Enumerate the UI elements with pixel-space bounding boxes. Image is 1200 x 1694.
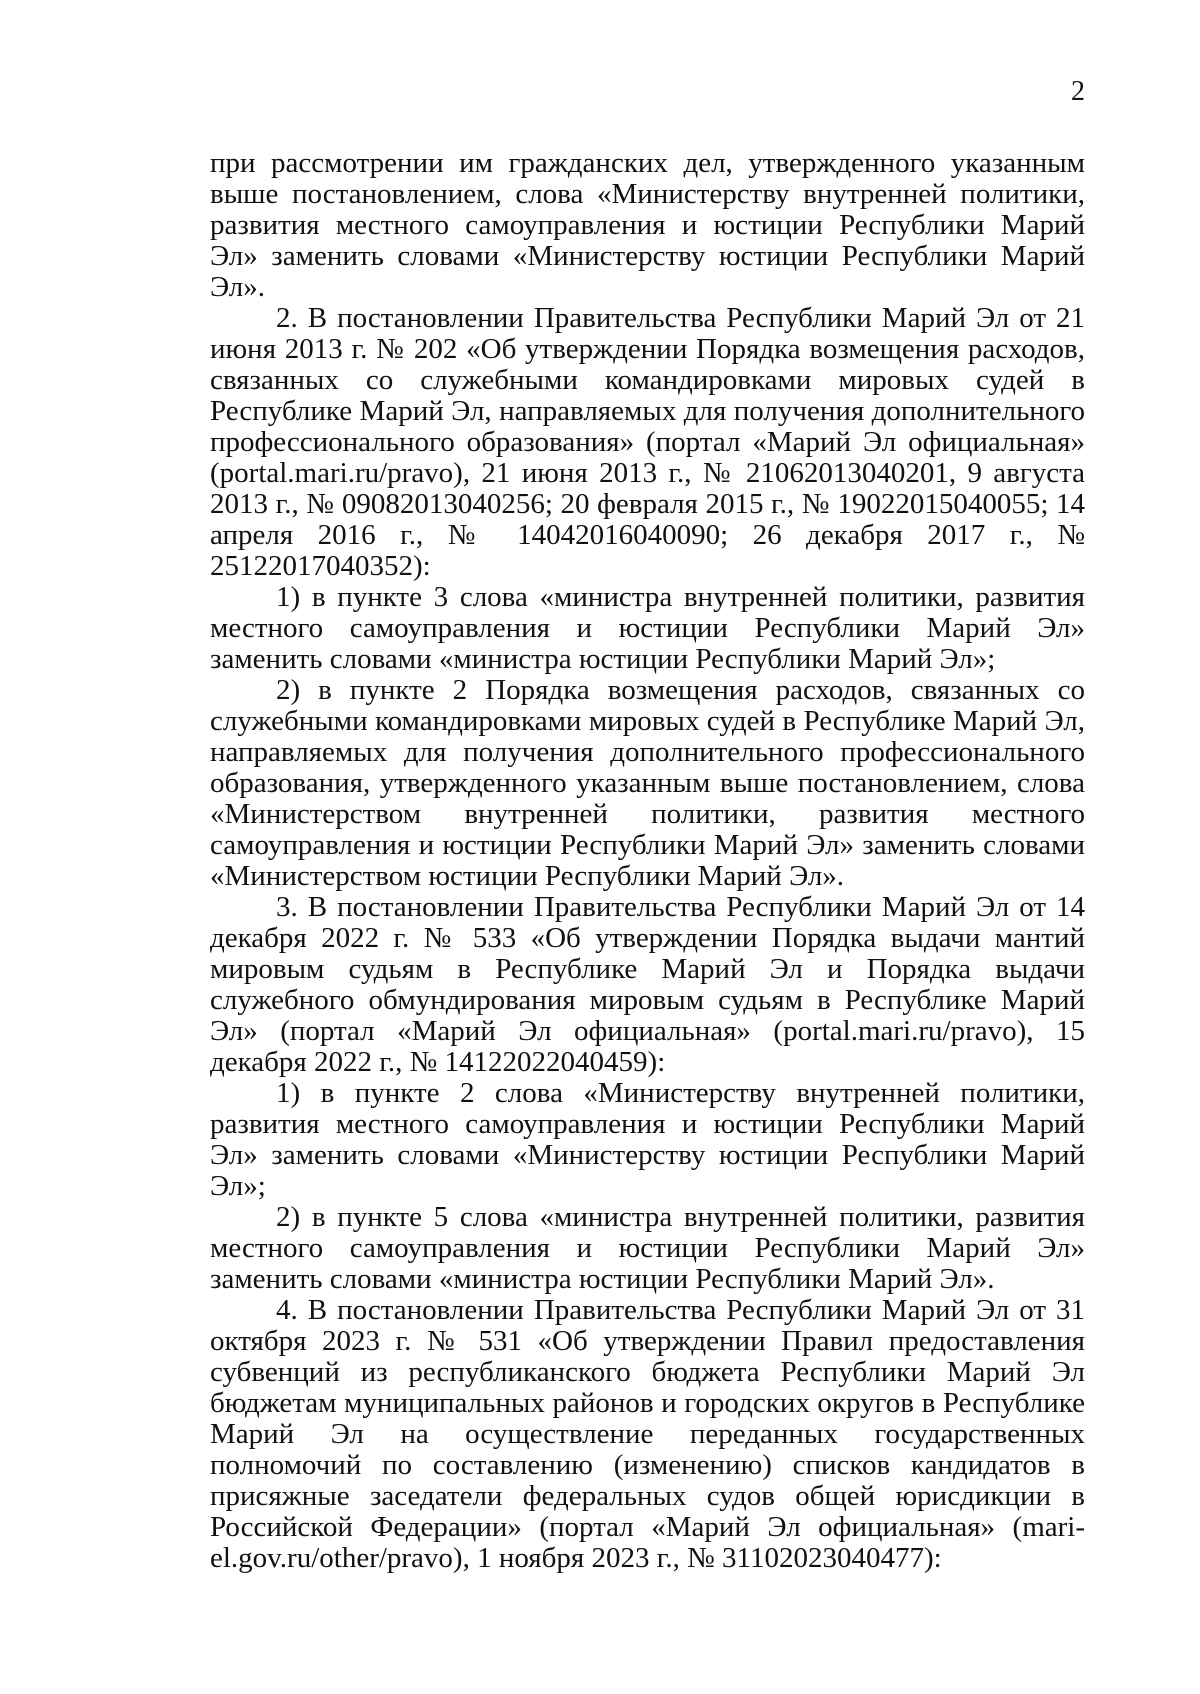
paragraph-continuation: при рассмотрении им гражданских дел, утвержденного указанным выше постановлением, слова «Министерству внутренней политики, развития местного самоуправления и юстиции Республики Марий Эл» заменить словами «Министерству юстиции Республики Марий Эл». — [210, 147, 1085, 303]
paragraph-subitem-3-1: 1) в пункте 2 слова «Министерству внутренней политики, развития местного самоуправления и юстиции Республики Марий Эл» заменить словами «Министерству юстиции Республики Марий Эл»; — [210, 1077, 1085, 1202]
paragraph-item-2: 2. В постановлении Правительства Республики Марий Эл от 21 июня 2013 г. № 202 «Об утверждении Порядка возмещения расходов, связанных со служебными командировками мировых судей в Республике Марий Эл, направляемых для получения дополнительного профессионального образования» (портал «Марий Эл официальная» (portal.mari.ru/pravo), 21 июня 2013 г., № 21062013040201, 9 августа 2013 г., № 09082013040256; 20 февраля 2015 г., № 19022015040055; 14 апреля 2016 г., № 14042016040090; 26 декабря 2017 г., № 25122017040352): — [210, 302, 1085, 582]
paragraph-subitem-2-2: 2) в пункте 2 Порядка возмещения расходов, связанных со служебными командировками мировых судей в Республике Марий Эл, направляемых для получения дополнительного профессионального образования, утвержденного указанным выше постановлением, слова «Министерством внутренней политики, развития местного самоуправления и юстиции Республики Марий Эл» заменить словами «Министерством юстиции Республики Марий Эл». — [210, 674, 1085, 892]
paragraph-subitem-2-1: 1) в пункте 3 слова «министра внутренней политики, развития местного самоуправления и юстиции Республики Марий Эл» заменить словами «министра юстиции Республики Марий Эл»; — [210, 581, 1085, 675]
paragraph-subitem-3-2: 2) в пункте 5 слова «министра внутренней политики, развития местного самоуправления и юстиции Республики Марий Эл» заменить словами «министра юстиции Республики Марий Эл». — [210, 1201, 1085, 1295]
document-body — [210, 148, 1085, 1574]
paragraph-item-4: 4. В постановлении Правительства Республики Марий Эл от 31 октября 2023 г. № 531 «Об утверждении Правил предоставления субвенций из республиканского бюджета Республики Марий Эл бюджетам муниципальных районов и городских округов в Республике Марий Эл на осуществление переданных государственных полномочий по составлению (изменению) списков кандидатов в присяжные заседатели федеральных судов общей юрисдикции в Российской Федерации» (портал «Марий Эл официальная» (mari-el.gov.ru/other/pravo), 1 ноября 2023 г., № 31102023040477): — [210, 1294, 1085, 1574]
page-number: 2 — [1071, 76, 1085, 107]
paragraph-item-3: 3. В постановлении Правительства Республики Марий Эл от 14 декабря 2022 г. № 533 «Об утверждении Порядка выдачи мантий мировым судьям в Республике Марий Эл и Порядка выдачи служебного обмундирования мировым судьям в Республике Марий Эл» (портал «Марий Эл официальная» (portal.mari.ru/pravo), 15 декабря 2022 г., № 14122022040459): — [210, 891, 1085, 1078]
